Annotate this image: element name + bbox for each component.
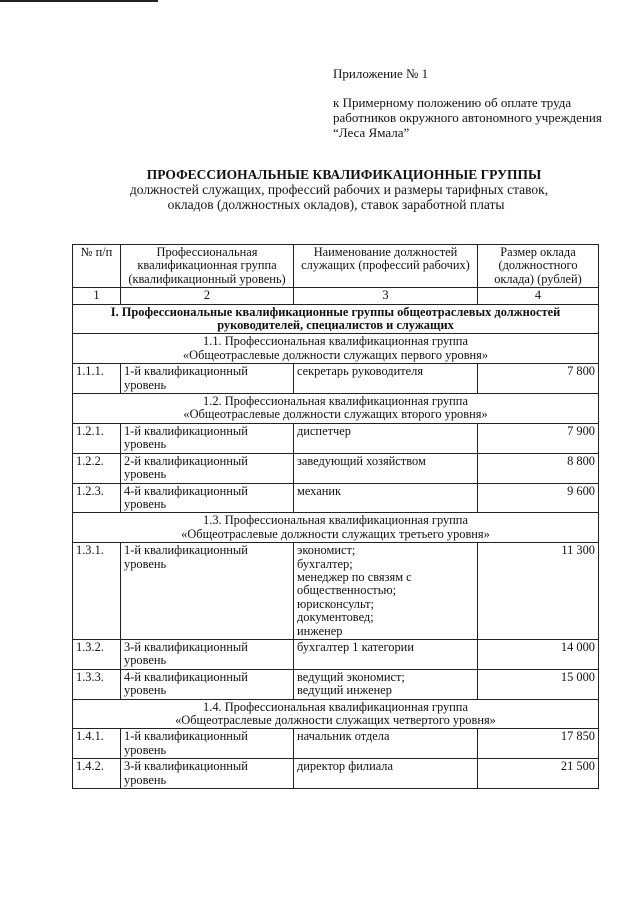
table-row (73, 759, 599, 789)
position-name: бухгалтер; (297, 556, 353, 571)
group-row (73, 513, 599, 543)
group-title-line: 1.2. Профессиональная квалификационная группа (203, 394, 468, 409)
salary-value: 7 800 (478, 364, 599, 394)
qualification-level: 1-й квалификационный уровень (121, 423, 294, 453)
position-name: механик (297, 483, 341, 498)
table-row (73, 423, 599, 453)
position-names (294, 364, 478, 394)
position-name: экономист; (297, 543, 356, 558)
group-row (73, 699, 599, 729)
column-header: Профессиональная квалификационная группа (квалификационный уровень) (121, 245, 294, 288)
position-names (294, 759, 478, 789)
row-number: 1.4.1. (73, 729, 121, 759)
row-number: 1.2.3. (73, 483, 121, 513)
position-names (294, 639, 478, 669)
salary-value: 21 500 (478, 759, 599, 789)
position-name: документовед; (297, 610, 374, 625)
qualification-level: 3-й квалификационный уровень (121, 639, 294, 669)
table-row (73, 639, 599, 669)
row-number: 1.3.2. (73, 639, 121, 669)
position-name: юрисконсульт; (297, 596, 375, 611)
qualification-level: 1-й квалификационный уровень (121, 729, 294, 759)
salary-value: 7 900 (478, 423, 599, 453)
table-row (73, 669, 599, 699)
position-name: диспетчер (297, 423, 351, 438)
appendix-number: Приложение № 1 (333, 66, 429, 81)
document-title (0, 167, 640, 212)
table-header-row (73, 245, 599, 288)
salary-value: 11 300 (478, 543, 599, 640)
group-title-line: 1.3. Профессиональная квалификационная группа (203, 513, 468, 528)
position-names (294, 423, 478, 453)
row-number: 1.3.3. (73, 669, 121, 699)
group-subtitle-line: «Общеотраслевые должности служащих первого уровня» (182, 347, 489, 362)
column-header: Наименование должностей служащих (профессий рабочих) (294, 245, 478, 288)
position-name: директор филиала (297, 759, 393, 774)
group-title (73, 394, 599, 424)
position-name: заведующий хозяйством (297, 453, 426, 468)
row-number: 1.1.1. (73, 364, 121, 394)
salary-value: 17 850 (478, 729, 599, 759)
group-title-line: 1.4. Профессиональная квалификационная группа (203, 699, 468, 714)
qualification-level: 3-й квалификационный уровень (121, 759, 294, 789)
salary-value: 8 800 (478, 453, 599, 483)
appendix-line: работников окружного автономного учреждения (333, 110, 602, 125)
appendix-header (333, 66, 602, 140)
position-name: секретарь руководителя (297, 364, 424, 379)
qualification-level: 1-й квалификационный уровень (121, 364, 294, 394)
row-number: 1.3.1. (73, 543, 121, 640)
column-number: 2 (121, 288, 294, 304)
section-row (73, 304, 599, 334)
section-title: I. Профессиональные квалификационные группы общеотраслевых должностей руководителей, специалистов и служащих (73, 304, 599, 334)
appendix-line: к Примерному положению об оплате труда (333, 95, 572, 110)
position-name: менеджер по связям с общественностью; (297, 569, 412, 598)
row-number: 1.4.2. (73, 759, 121, 789)
position-names (294, 543, 478, 640)
table-row (73, 543, 599, 640)
position-names (294, 483, 478, 513)
position-name: ведущий инженер (297, 683, 392, 698)
salary-table (72, 244, 599, 789)
column-header: № п/п (73, 245, 121, 288)
position-name: начальник отдела (297, 729, 390, 744)
title-line: окладов (должностных окладов), ставок заработной платы (167, 197, 505, 212)
title-line: должностей служащих, профессий рабочих и размеры тарифных ставок, (129, 182, 549, 197)
qualification-level: 1-й квалификационный уровень (121, 543, 294, 640)
position-names (294, 453, 478, 483)
qualification-level: 2-й квалификационный уровень (121, 453, 294, 483)
top-rule (0, 0, 158, 2)
salary-value: 15 000 (478, 669, 599, 699)
position-name: инженер (297, 623, 343, 638)
column-number: 3 (294, 288, 478, 304)
position-name: ведущий экономист; (297, 669, 405, 684)
group-row (73, 334, 599, 364)
table-row (73, 364, 599, 394)
title-main: ПРОФЕССИОНАЛЬНЫЕ КВАЛИФИКАЦИОННЫЕ ГРУППЫ (146, 167, 542, 182)
column-header: Размер оклада (должностного оклада) (рублей) (478, 245, 599, 288)
qualification-level: 4-й квалификационный уровень (121, 483, 294, 513)
position-names (294, 669, 478, 699)
group-row (73, 394, 599, 424)
row-number: 1.2.2. (73, 453, 121, 483)
group-title (73, 699, 599, 729)
table-row (73, 483, 599, 513)
row-number: 1.2.1. (73, 423, 121, 453)
appendix-line: “Леса Ямала” (333, 125, 410, 140)
column-number: 1 (73, 288, 121, 304)
table-row (73, 729, 599, 759)
column-number: 4 (478, 288, 599, 304)
group-title (73, 334, 599, 364)
salary-value: 14 000 (478, 639, 599, 669)
qualification-level: 4-й квалификационный уровень (121, 669, 294, 699)
position-names (294, 729, 478, 759)
table-row (73, 453, 599, 483)
group-subtitle-line: «Общеотраслевые должности служащих четвертого уровня» (175, 713, 496, 727)
position-name: бухгалтер 1 категории (297, 639, 414, 654)
group-subtitle-line: «Общеотраслевые должности служащих третьего уровня» (181, 526, 490, 541)
salary-value: 9 600 (478, 483, 599, 513)
group-title (73, 513, 599, 543)
group-title-line: 1.1. Профессиональная квалификационная группа (203, 334, 468, 349)
group-subtitle-line: «Общеотраслевые должности служащих второго уровня» (183, 407, 488, 422)
column-number-row (73, 288, 599, 304)
